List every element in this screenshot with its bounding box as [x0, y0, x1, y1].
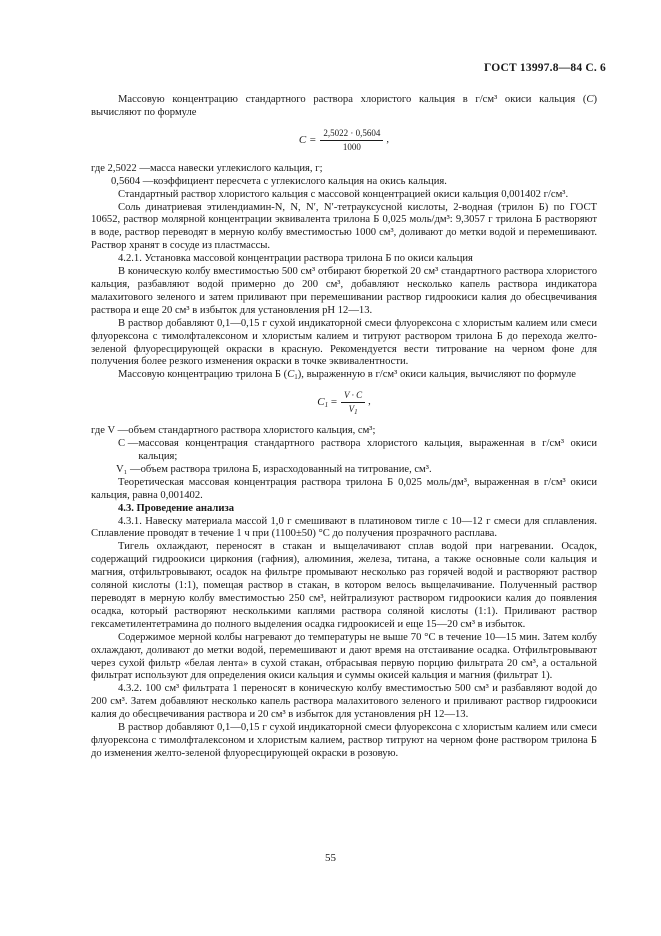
paragraph-flask-heating: Содержимое мерной колбы нагревают до температуры не выше 70 °С в течение 10—15 мин. Затем колбу охлаждают, доливают до метки водой, перемешивают и дают время на отстаивание осадка. Отфильтровывают через сухой фильтр «белая лента» в сухой стакан, отбрасывая первую порцию фильтрата 20 см³, а остальной фильтрат используют для определения окиси кальция и суммы окисей кальция и магния (фильтрат 1).: [91, 631, 597, 682]
page-number: 55: [325, 852, 336, 864]
section-heading-4-3: 4.3. Проведение анализа: [118, 502, 234, 514]
formula-c-lhs: C =: [298, 133, 317, 146]
formula-c-fraction: [320, 128, 383, 153]
formula-c1-lhs: $C_1$ =: [317, 396, 338, 410]
paragraph-crucible: Тигель охлаждают, переносят в стакан и выщелачивают сплав водой при нагревании. Осадок, содержащий гидроокиси циркония (гафния), алюминия, железа, титана, а также основные соли кальция и магния, отфильтровывают, осадок на фильтре промывают несколько раз горячей водой и растворяют раствор соляной кислоты (1:1), помещая раствор в стакан, в котором велось выщелачивание. Полученный раствор переводят в мерную колбу вместимостью 250 см³, нейтрализуют раствором гидроокиси калия до появления осадка, который растворяют несколькими каплями раствора соляной кислоты (1:1). Приливают раствор гексаметилентетрамина до полного выделения осадка гидроокисей и еще 15—20 см³ в избыток.: [91, 541, 597, 630]
running-header: ГОСТ 13997.8—84 С. 6: [483, 62, 606, 74]
definition-row: где 2,5022 — масса навески углекислого кальция, г;: [91, 162, 323, 174]
formula-c-denominator: 1000: [342, 141, 361, 152]
paragraph-titration: В раствор добавляют 0,1—0,15 г сухой индикаторной смеси флуорексона с хлористым калием или смеси флуорексона с тимолфталексоном и хлористым калием и титруют раствором трилона Б до перехода желто-зеленой флуоресцирующей окраски в красную. Рекомендуется вести титрование на черном фоне для получения более резкого изменения окраски в точке эквивалентности.: [91, 317, 597, 368]
paragraph-calcium-concentration: Массовую концентрацию стандартного раствора хлористого кальция в г/см³ окиси кальция (C) вычисляют по формуле: [91, 94, 597, 118]
formula-c1-numerator: V · C: [341, 390, 365, 403]
definition-row: 0,5604 — коэффициент пересчета с углекислого кальция на окись кальция.: [111, 175, 447, 187]
definition-row: C — массовая концентрация стандартного раствора хлористого кальция, выраженная в г/см³ окиси кальция;: [118, 438, 597, 463]
formula-c: C = $\frac{2,5022 \cdot 0,5604}{1000}$ ,: [298, 127, 390, 152]
definition-row: где V — объем стандартного раствора хлористого кальция, см³;: [91, 425, 376, 437]
formula-c1-fraction: [341, 390, 365, 415]
definitions-formula-c1: [91, 425, 597, 477]
document-body: [91, 94, 597, 761]
paragraph-standard-solution: Стандартный раствор хлористого кальция с массовой концентрацией окиси кальция 0,001402 г/см³.: [118, 188, 569, 200]
paragraph-4-3-2: 4.3.2. 100 см³ фильтрата 1 переносят в коническую колбу вместимостью 500 см³ и разбавляют водой до 200 см³. Затем добавляют несколько капель раствора малахитового зеленого и приливают раствор гидроокиси калия до обесцвечивания раствора и 20 см³ в избыток для установления рН 12—13.: [91, 683, 597, 721]
paragraph-final-titration: В раствор добавляют 0,1—0,15 г сухой индикаторной смеси флуорексона с хлористым калием или смеси флуорексона с тимолфталексоном и хлористым калием, раствор титруют на черном фоне раствором трилона Б до изменения желто-зеленой флуоресцирующей окраски в розовую.: [91, 722, 597, 759]
definitions-formula-c: [91, 163, 597, 189]
paragraph-flask-procedure: В коническую колбу вместимостью 500 см³ отбирают бюреткой 20 см³ стандартного раствора хлористого кальция, разбавляют водой примерно до 200 см³, добавляют несколько капель раствора индикатора малахитового зеленого и затем приливают при перемешивании раствор гидроокиси калия до обесцвечивания раствора и еще 20 см³ в избыток для установления рН 12—13.: [91, 266, 597, 316]
paragraph-trilon-concentration: Массовую концентрацию трилона Б $(C_1)$, выраженную в г/см³ окиси кальция, вычисляют по формуле: [118, 369, 576, 382]
paragraph-theoretical: Теоретическая массовая концентрация раствора трилона Б 0,025 моль/дм³, выраженная в г/см³ окиси кальция, равна 0,001402.: [91, 476, 597, 501]
formula-c1-denominator: $V_1$: [348, 404, 358, 417]
formula-c-numerator: 2,5022 · 0,5604: [320, 128, 383, 141]
paragraph-4-3-1: 4.3.1. Навеску материала массой 1,0 г смешивают в платиновом тигле с 10—12 г смеси для сплавления. Сплавление проводят в течение 1 ч при (1100±50) °С до получения прозрачного расплава.: [91, 515, 597, 540]
definition-row: V₁ — объем раствора трилона Б, израсходованный на титрование, см³.: [116, 463, 432, 475]
paragraph-4-2-1: 4.2.1. Установка массовой концентрации раствора трилона Б по окиси кальция: [118, 253, 473, 265]
formula-c1: $C_1$ = $\frac{V \cdot C}{V_1}$ ,: [317, 390, 371, 417]
paragraph-trilon-b: Соль динатриевая этилендиамин-N, N, N′, N′-тетрауксусной кислоты, 2-водная (трилон Б) по ГОСТ 10652, раствор молярной концентрации эквивалента трилона Б 0,025 моль/дм³: 9,3057 г трилона Б растворяют в воде, раствор переводят в мерную колбу вместимостью 1000 см³, доливают до метки водой и перемешивают. Раствор хранят в сосуде из пластмассы.: [91, 201, 597, 252]
